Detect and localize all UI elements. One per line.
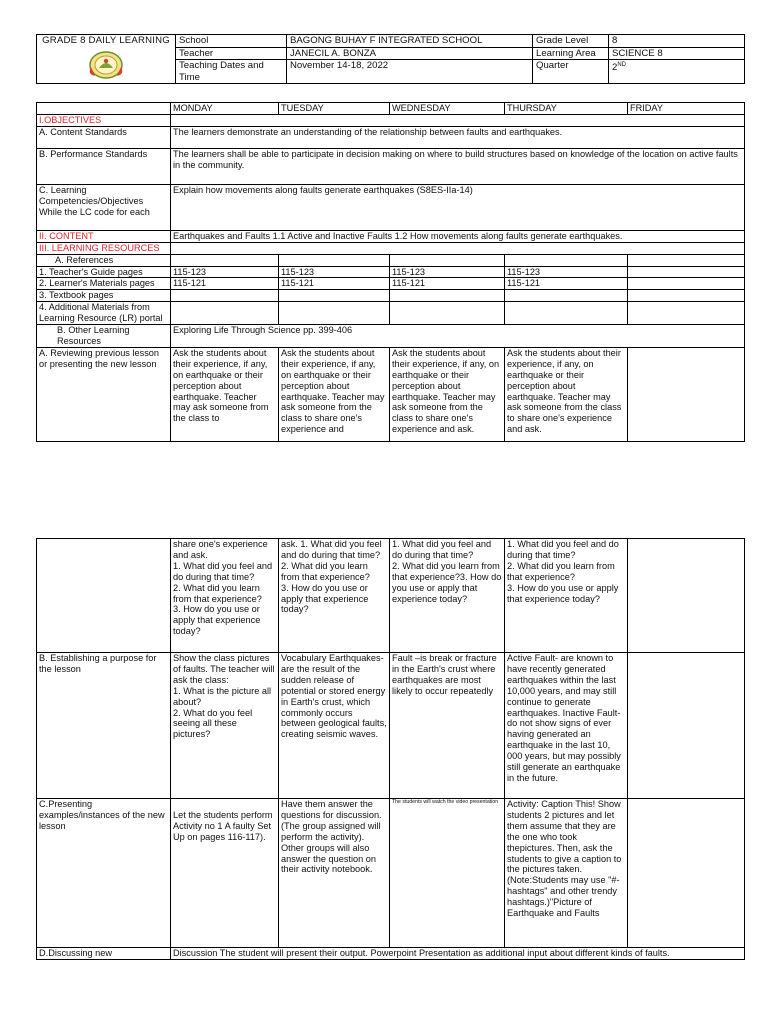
day-header-blank bbox=[37, 103, 171, 115]
reviewing-p1-thu: Ask the students about their experience, if any, on earthquake or their perception about earthquake. Teacher may ask someone from the class to share one's experience and ask. bbox=[505, 347, 628, 441]
additional-blank-tue bbox=[279, 302, 390, 325]
tg-value-wed: 115-123 bbox=[390, 266, 505, 278]
reviewing-p2-tue: ask. 1. What did you feel and do during that time? 2. What did you learn from that experience? 3. How do you use or apply that experience today? bbox=[279, 539, 390, 653]
form-title: GRADE 8 DAILY LEARNING bbox=[42, 35, 170, 46]
day-header-thursday: THURSDAY bbox=[505, 103, 628, 115]
presenting-tue: Have them answer the questions for discussion. (The group assigned will perform the activity). Other groups will also answer the question on their activity notebook. bbox=[279, 799, 390, 948]
textbook-label: 3. Textbook pages bbox=[37, 290, 171, 302]
presenting-wed: The students will watch the video presentation bbox=[390, 799, 505, 948]
additional-blank-thu bbox=[505, 302, 628, 325]
lm-value-mon: 115-121 bbox=[171, 278, 279, 290]
day-header-wednesday: WEDNESDAY bbox=[390, 103, 505, 115]
textbook-blank-thu bbox=[505, 290, 628, 302]
presenting-thu: Activity: Caption This! Show students 2 pictures and let them assume that they are the one who took thepictures. Then, ask the students to give a caption to the pictures taken.(Note:Students may use "#-hashtags" and other trendy hashtags.)"Picture of Earthquake and Faults bbox=[505, 799, 628, 948]
discussing-value: Discussion The student will present their output. Powerpoint Presentation as additional input about different kinds of faults. bbox=[171, 948, 745, 960]
school-value: BAGONG BUHAY F INTEGRATED SCHOOL bbox=[287, 35, 533, 48]
quarter-label: Quarter bbox=[533, 60, 609, 84]
day-header-monday: MONDAY bbox=[171, 103, 279, 115]
reviewing-p1-tue: Ask the students about their experience, if any, on earthquake or their perception about earthquake. Teacher may ask someone from the class to share one's experience and bbox=[279, 347, 390, 441]
dates-value: November 14-18, 2022 bbox=[287, 60, 533, 84]
lm-value-wed: 115-121 bbox=[390, 278, 505, 290]
day-header-friday: FRIDAY bbox=[628, 103, 745, 115]
other-resources-label: B. Other Learning Resources bbox=[37, 325, 171, 348]
teacher-value: JANECIL A. BONZA bbox=[287, 47, 533, 60]
resources-heading: III. LEARNING RESOURCES bbox=[37, 242, 171, 254]
lesson-plan-table-page2 bbox=[36, 538, 745, 960]
lm-value-thu: 115-121 bbox=[505, 278, 628, 290]
tg-label: 1. Teacher's Guide pages bbox=[37, 266, 171, 278]
quarter-value: 2 bbox=[612, 62, 618, 74]
references-blank-fri bbox=[628, 254, 745, 266]
presenting-label: C.Presenting examples/instances of the new lesson bbox=[37, 799, 171, 948]
references-blank-wed bbox=[390, 254, 505, 266]
reviewing-p2-label-blank bbox=[37, 539, 171, 653]
references-label: A. References bbox=[37, 254, 171, 266]
header-title-cell bbox=[37, 35, 176, 84]
purpose-wed: Fault –is break or fracture in the Earth's crust where earthquakes are most likely to occur repeatedly bbox=[390, 653, 505, 799]
textbook-blank-tue bbox=[279, 290, 390, 302]
school-seal-icon bbox=[87, 50, 125, 80]
dates-label: Teaching Dates and Time bbox=[176, 60, 287, 84]
references-blank-tue bbox=[279, 254, 390, 266]
quarter-value-cell bbox=[609, 60, 745, 84]
school-label: School bbox=[176, 35, 287, 48]
purpose-label: B. Establishing a purpose for the lesson bbox=[37, 653, 171, 799]
lm-label: 2. Learner's Materials pages bbox=[37, 278, 171, 290]
other-resources-value: Exploring Life Through Science pp. 399-406 bbox=[171, 325, 745, 348]
additional-blank-fri bbox=[628, 302, 745, 325]
additional-blank-mon bbox=[171, 302, 279, 325]
lm-value-fri bbox=[628, 278, 745, 290]
purpose-fri bbox=[628, 653, 745, 799]
day-header-tuesday: TUESDAY bbox=[279, 103, 390, 115]
presenting-mon: Let the students perform Activity no 1 A faulty Set Up on pages 116-117). bbox=[171, 799, 279, 948]
additional-blank-wed bbox=[390, 302, 505, 325]
grade-value: 8 bbox=[609, 35, 745, 48]
additional-label: 4. Additional Materials from Learning Resource (LR) portal bbox=[37, 302, 171, 325]
objectives-heading-blank bbox=[171, 114, 745, 126]
tg-value-tue: 115-123 bbox=[279, 266, 390, 278]
performance-standards-label: B. Performance Standards bbox=[37, 148, 171, 184]
purpose-thu: Active Fault- are known to have recently generated earthquakes within the last 10,000 years, and may still continue to generate earthquakes. Inactive Fault-do not show signs of ever having generated an earthquake in the last 10, 000 years, but may possibly still generate an earthquake in the future. bbox=[505, 653, 628, 799]
textbook-blank-wed bbox=[390, 290, 505, 302]
resources-heading-blank bbox=[171, 242, 745, 254]
references-blank-thu bbox=[505, 254, 628, 266]
discussing-label: D.Discussing new bbox=[37, 948, 171, 960]
references-blank-mon bbox=[171, 254, 279, 266]
tg-value-thu: 115-123 bbox=[505, 266, 628, 278]
area-label: Learning Area bbox=[533, 47, 609, 60]
purpose-mon: Show the class pictures of faults. The teacher will ask the class: 1. What is the picture all about? 2. What do you feel seeing all these pictures? bbox=[171, 653, 279, 799]
reviewing-p1-wed: Ask the students about their experience, if any, on earthquake or their perception about earthquake. Teacher may ask someone from the class to share one's experience and ask. bbox=[390, 347, 505, 441]
day-header-row bbox=[37, 103, 745, 115]
presenting-fri bbox=[628, 799, 745, 948]
reviewing-p1-fri bbox=[628, 347, 745, 441]
reviewing-label: A. Reviewing previous lesson or presenting the new lesson bbox=[37, 347, 171, 441]
content-value: Earthquakes and Faults 1.1 Active and Inactive Faults 1.2 How movements along faults generate earthquakes. bbox=[171, 230, 745, 242]
competencies-value: Explain how movements along faults generate earthquakes (S8ES-IIa-14) bbox=[171, 184, 745, 230]
teacher-label: Teacher bbox=[176, 47, 287, 60]
reviewing-p2-thu: 1. What did you feel and do during that time? 2. What did you learn from that experience? 3. How do you use or apply that experience today? bbox=[505, 539, 628, 653]
tg-value-fri bbox=[628, 266, 745, 278]
content-standards-value: The learners demonstrate an understanding of the relationship between faults and earthquakes. bbox=[171, 126, 745, 148]
reviewing-p2-wed: 1. What did you feel and do during that time? 2. What did you learn from that experience?3. How do you use or apply that experience today? bbox=[390, 539, 505, 653]
grade-label: Grade Level bbox=[533, 35, 609, 48]
reviewing-p1-mon: Ask the students about their experience, if any, on earthquake or their perception about earthquake. Teacher may ask someone from the class to bbox=[171, 347, 279, 441]
textbook-blank-fri bbox=[628, 290, 745, 302]
header-table bbox=[36, 34, 745, 84]
lm-value-tue: 115-121 bbox=[279, 278, 390, 290]
content-standards-label: A. Content Standards bbox=[37, 126, 171, 148]
objectives-heading: I.OBJECTIVES bbox=[37, 114, 171, 126]
lesson-plan-table-page1 bbox=[36, 102, 745, 442]
performance-standards-value: The learners shall be able to participate in decision making on where to build structures based on knowledge of the location on active faults in the community. bbox=[171, 148, 745, 184]
area-value: SCIENCE 8 bbox=[609, 47, 745, 60]
textbook-blank-mon bbox=[171, 290, 279, 302]
tg-value-mon: 115-123 bbox=[171, 266, 279, 278]
reviewing-p2-mon: share one's experience and ask. 1. What did you feel and do during that time? 2. What did you learn from that experience? 3. How do you use or apply that experience today? bbox=[171, 539, 279, 653]
reviewing-p2-fri bbox=[628, 539, 745, 653]
purpose-tue: Vocabulary Earthquakes-are the result of the sudden release of potential or stored energy in Earth's crust, which commonly occurs between geological faults, creating seismic waves. bbox=[279, 653, 390, 799]
content-heading: II. CONTENT bbox=[37, 230, 171, 242]
quarter-suffix: ND bbox=[617, 62, 627, 68]
competencies-label: C. Learning Competencies/Objectives While the LC code for each bbox=[37, 184, 171, 230]
